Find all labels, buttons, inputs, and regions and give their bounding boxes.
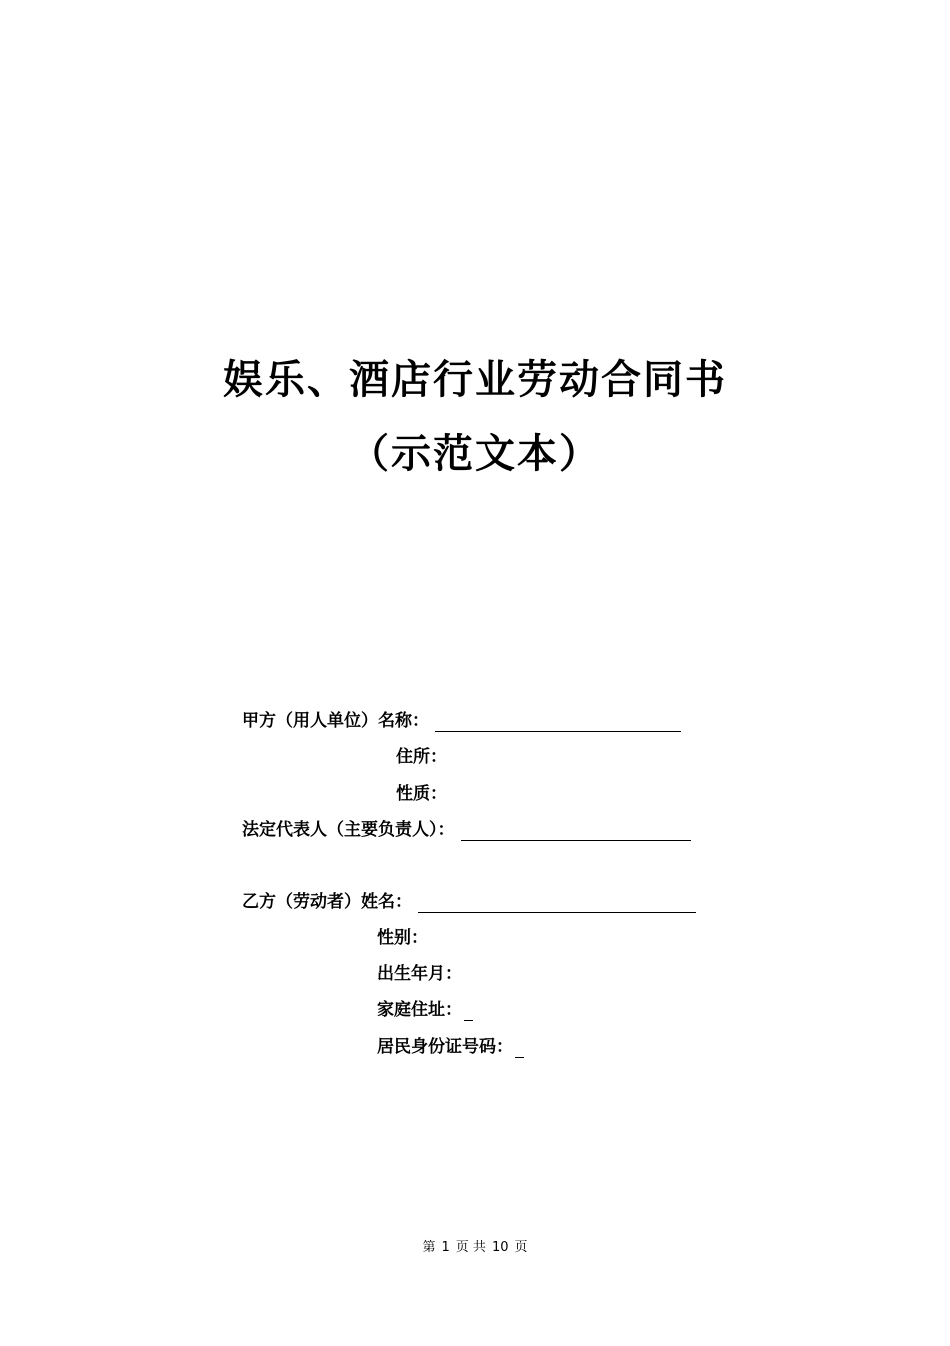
document-title: 娱乐、酒店行业劳动合同书 [223,356,727,403]
party-a-name-field [242,710,681,732]
page-number-footer [0,1236,950,1255]
document-subtitle: （示范文本） [349,430,601,477]
party-b-name-field [242,891,696,913]
party-b-id-number-blank[interactable] [515,1039,524,1058]
party-b-name-label: 乙方（劳动者）姓名： [242,892,412,912]
party-b-home-address-blank[interactable] [464,1002,473,1021]
party-a-address-field [396,746,447,768]
party-b-home-address-field [377,999,473,1021]
party-b-home-address-label: 家庭住址： [377,1000,462,1020]
page-suffix: 页 [514,1240,528,1255]
page-mid: 页 共 [455,1240,486,1255]
party-a-name-blank[interactable] [435,713,681,732]
party-b-name-blank[interactable] [418,894,696,913]
party-b-id-number-field [377,1036,524,1058]
party-a-legal-rep-label: 法定代表人（主要负责人）： [242,820,455,840]
party-a-nature-label: 性质： [396,784,447,804]
party-b-gender-label: 性别： [377,928,428,948]
party-b-gender-field [377,927,428,949]
party-a-legal-rep-blank[interactable] [461,822,691,841]
party-a-name-label: 甲方（用人单位）名称： [242,711,429,731]
party-b-id-number-label: 居民身份证号码： [377,1037,513,1057]
page-current: 1 [441,1240,450,1255]
party-a-address-label: 住所： [396,747,447,767]
page-prefix: 第 [422,1240,436,1255]
party-a-legal-rep-field [242,819,691,841]
party-a-nature-field [396,783,447,805]
page-total: 10 [491,1240,509,1255]
party-b-birth-field [377,963,462,985]
party-b-birth-label: 出生年月： [377,964,462,984]
